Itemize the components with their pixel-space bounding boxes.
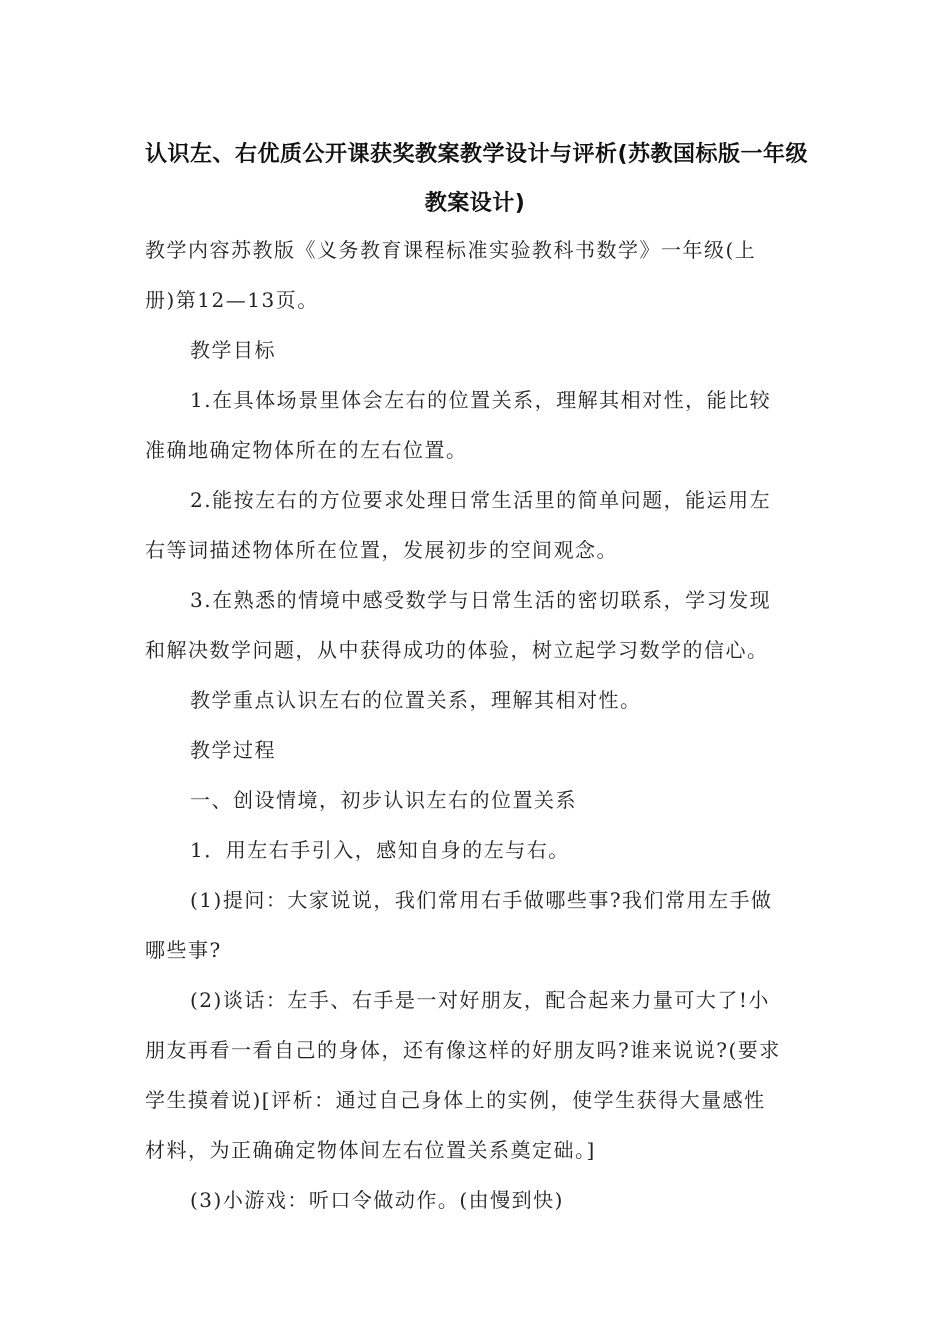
paragraph-line: 准确地确定物体所在的左右位置。 <box>145 438 468 462</box>
section-heading: 教学目标 <box>190 338 276 362</box>
paragraph-line: 3.在熟悉的情境中感受数学与日常生活的密切联系，学习发现 <box>190 588 772 612</box>
paragraph-line: 材料，为正确确定物体间左右位置关系奠定础。] <box>145 1138 596 1162</box>
paragraph-line: 2.能按左右的方位要求处理日常生活里的简单问题，能运用左 <box>190 488 772 512</box>
section-heading: 教学过程 <box>190 738 276 762</box>
paragraph-line: 册)第12—13页。 <box>145 288 319 312</box>
paragraph-line: 和解决数学问题，从中获得成功的体验，树立起学习数学的信心。 <box>145 638 769 662</box>
paragraph-line: 教学重点认识左右的位置关系，理解其相对性。 <box>190 688 642 712</box>
paragraph-line: 1．用左右手引入，感知自身的左与右。 <box>190 838 570 862</box>
paragraph-line: (2)谈话：左手、右手是一对好朋友，配合起来力量可大了!小 <box>190 988 770 1012</box>
document-title-line-1: 认识左、右优质公开课获奖教案教学设计与评析(苏教国标版一年级 <box>145 142 809 167</box>
paragraph-line: 学生摸着说)[评析：通过自己身体上的实例，使学生获得大量感性 <box>145 1088 766 1112</box>
paragraph-line: 教学内容苏教版《义务教育课程标准实验教科书数学》一年级(上 <box>145 238 757 262</box>
paragraph-line: (3)小游戏：听口令做动作。(由慢到快) <box>190 1188 564 1212</box>
paragraph-line: 朋友再看一看自己的身体，还有像这样的好朋友吗?谁来说说?(要求 <box>145 1038 781 1062</box>
paragraph-line: 哪些事? <box>145 938 222 962</box>
paragraph-line: 1.在具体场景里体会左右的位置关系，理解其相对性，能比较 <box>190 388 772 412</box>
paragraph-line: 右等词描述物体所在位置，发展初步的空间观念。 <box>145 538 618 562</box>
section-heading: 一、创设情境，初步认识左右的位置关系 <box>190 788 577 812</box>
document-title-line-2: 教案设计) <box>424 191 526 216</box>
paragraph-line: (1)提问：大家说说，我们常用右手做哪些事?我们常用左手做 <box>190 888 773 912</box>
